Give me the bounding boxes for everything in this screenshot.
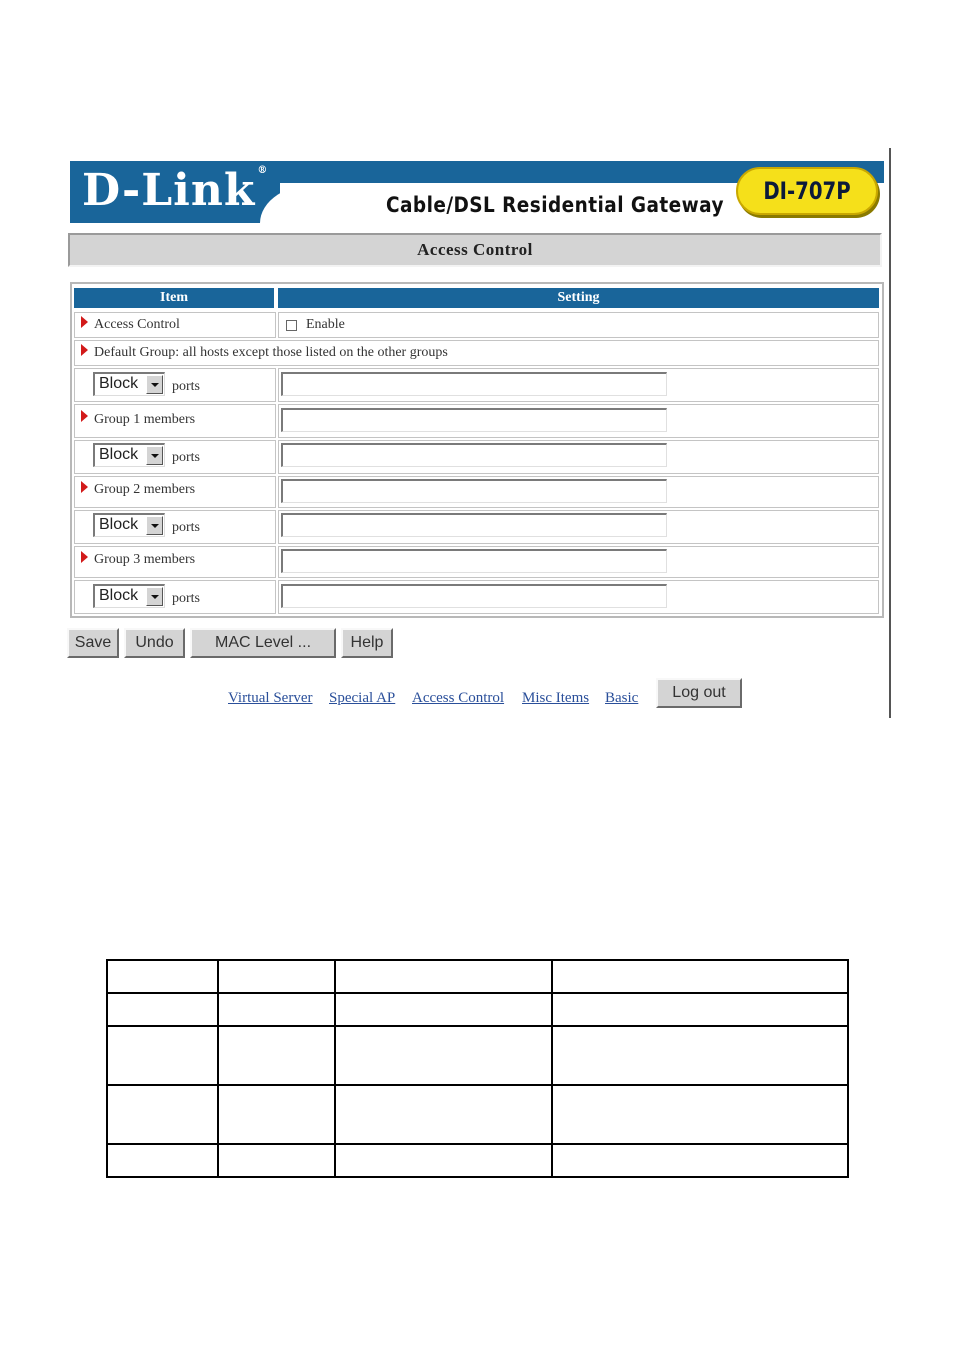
column-header-setting: Setting <box>278 288 879 308</box>
chevron-down-icon[interactable] <box>146 446 163 465</box>
link-special-ap[interactable]: Special AP <box>329 690 396 706</box>
table-row <box>107 993 848 1026</box>
undo-button[interactable]: Undo <box>124 628 185 658</box>
default-block-select[interactable] <box>93 372 165 396</box>
column-header-item: Item <box>74 288 274 308</box>
group3-members-input[interactable] <box>281 549 667 573</box>
group1-label: Group 1 members <box>94 412 196 427</box>
table-row <box>107 1144 848 1177</box>
link-access-control[interactable]: Access Control <box>412 690 505 706</box>
group2-block-value: Block <box>99 516 139 533</box>
model-label: DI-707P <box>763 177 851 205</box>
header-banner <box>70 161 884 223</box>
chevron-down-icon[interactable] <box>146 516 163 535</box>
empty-grid-table <box>106 959 849 1178</box>
bullet-arrow-icon <box>81 344 88 356</box>
save-button[interactable]: Save <box>67 628 119 658</box>
product-title: Cable/DSL Residential Gateway <box>386 193 724 217</box>
group3-ports-input[interactable] <box>281 584 667 608</box>
table-row <box>107 960 848 993</box>
default-ports-input[interactable] <box>281 372 667 396</box>
link-misc-items[interactable]: Misc Items <box>522 690 590 706</box>
bullet-arrow-icon <box>81 410 88 422</box>
group2-ports-input[interactable] <box>281 513 667 537</box>
page-divider <box>889 148 891 718</box>
model-badge <box>736 167 878 215</box>
group3-block-value: Block <box>99 587 139 604</box>
chevron-down-icon[interactable] <box>146 587 163 606</box>
mac-level-button[interactable]: MAC Level ... <box>190 628 336 658</box>
group1-block-select[interactable] <box>93 443 165 467</box>
group3-block-select[interactable] <box>93 584 165 608</box>
bullet-arrow-icon <box>81 481 88 493</box>
group3-label: Group 3 members <box>94 552 196 567</box>
table-row <box>107 1085 848 1144</box>
group1-members-input[interactable] <box>281 408 667 432</box>
ports-label: ports <box>172 379 200 394</box>
help-button[interactable]: Help <box>341 628 393 658</box>
default-group-label: Default Group: all hosts except those listed on the other groups <box>94 345 448 360</box>
group2-members-input[interactable] <box>281 479 667 503</box>
table-row <box>107 1026 848 1085</box>
logout-button[interactable]: Log out <box>656 678 742 708</box>
default-block-value: Block <box>99 375 139 392</box>
group1-block-value: Block <box>99 446 139 463</box>
enable-label: Enable <box>306 317 345 332</box>
group2-label: Group 2 members <box>94 482 196 497</box>
link-virtual-server[interactable]: Virtual Server <box>228 690 313 706</box>
group1-ports-input[interactable] <box>281 443 667 467</box>
bullet-arrow-icon <box>81 316 88 328</box>
ports-label: ports <box>172 591 200 606</box>
dlink-logo: D-Link ® <box>82 165 269 216</box>
group2-block-select[interactable] <box>93 513 165 537</box>
chevron-down-icon[interactable] <box>146 375 163 394</box>
page-title: Access Control <box>417 240 533 259</box>
bullet-arrow-icon <box>81 551 88 563</box>
access-control-setting-cell <box>278 312 879 338</box>
access-control-label: Access Control <box>94 317 180 332</box>
page-title-bar <box>68 233 882 267</box>
link-basic[interactable]: Basic <box>605 690 639 706</box>
enable-checkbox[interactable] <box>286 320 297 331</box>
ports-label: ports <box>172 520 200 535</box>
ports-label: ports <box>172 450 200 465</box>
